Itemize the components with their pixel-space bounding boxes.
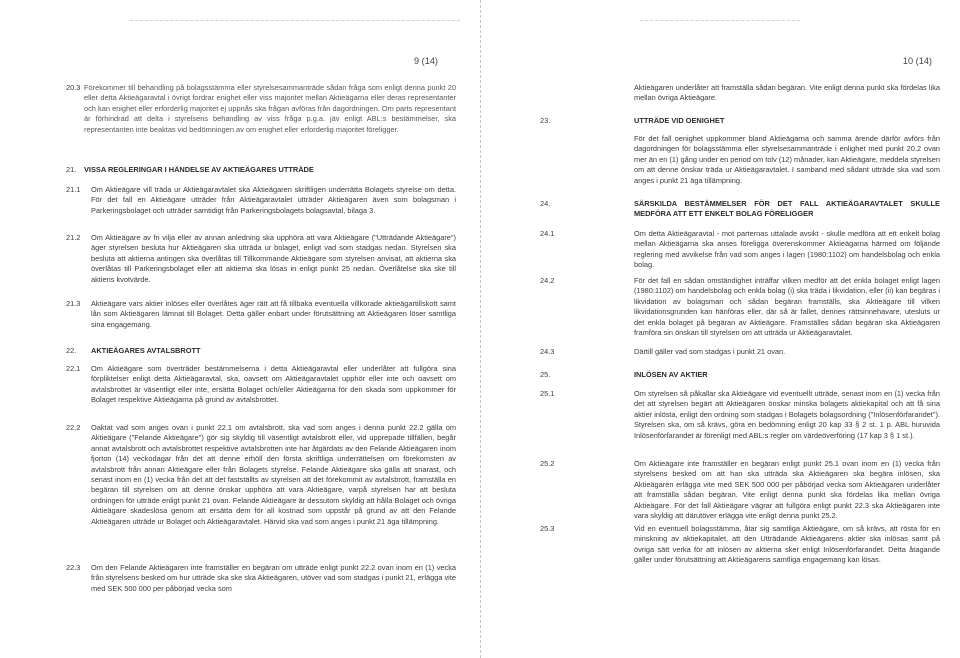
clause-number: 24.2 <box>540 276 555 285</box>
clause-text: Aktieägare vars aktier inlöses eller överlåtes äger rätt att få tillbaka eventuella villkorade aktieägartillskott samt lån som Aktieägaren lämnat till Bolaget. Detta gäller enbart under förutsättning att Aktieägaren löser samtliga sina engagemang. <box>91 299 456 329</box>
clause-number: 22.2 <box>66 423 81 432</box>
clause-text: För det fall oenighet uppkommer bland Aktieägarna och samma ärende därför avförs från dagordningen för bolagsstämma eller styrelsesammanträde i enlighet med punkt 20.2 ovan mer än en (1) gång under en period om tolv (12) månader, kan Aktieägare, meddela styrelsen om att denne önskar träda ur Aktieägaravtalet. I samband med sådant utträde ska vad som anges i punkt 21 äga tillämpning. <box>634 134 940 185</box>
clause-text: Aktieägaren underlåter att framställa sådan begäran. Vite enligt denna punkt ska fördelas lika mellan övriga Aktieägare. <box>634 83 940 103</box>
clause-number: 22. <box>66 346 77 355</box>
clause-number: 22.3 <box>66 563 81 572</box>
clause-number: 20.3 <box>66 83 81 92</box>
clause-number: 25. <box>540 370 551 379</box>
page-number: 10 (14) <box>902 56 932 66</box>
section-heading-text: INLÖSEN AV AKTIER <box>634 370 708 379</box>
clause-number: 22.1 <box>66 364 81 373</box>
right-page <box>484 0 960 658</box>
section-heading-text: SÄRSKILDA BESTÄMMELSER FÖR DET FALL AKTIEÄGARAVTALET SKULLE MEDFÖRA ATT ETT ENKELT BOLAG FÖRELIGGER <box>634 199 940 219</box>
clause-text: Om styrelsen så påkallar ska Aktieägare vid eventuellt utträde, senast inom en (1) vecka från det att styrelsen begärt att Aktieägaren önskar minska bolagets aktiekapital och att få sina aktier inlösta, enligt den ordning som stadgas i Bolagets bolagsordning ("Inlösenförfarandet"). Styrelsen ska, om så krävs, göra en bedömning enligt 20 kap 33 § 2 st. 1 p. ABL huruvida Inlösenförfarandet är förenligt med ABL:s regler om värdeöverföring (17 kap 3 § 1 st.). <box>634 389 940 440</box>
clause-number: 25.2 <box>540 459 555 468</box>
section-heading-text: VISSA REGLERINGAR I HÄNDELSE AV AKTIEÄGARES UTTRÄDE <box>84 165 314 174</box>
clause-text: Förekommer till behandling på bolagsstämma eller styrelsesammanträde sådan fråga som enligt denna punkt 20 eller detta Aktieägaravtal i övrigt fordrar enighet eller viss majoritet mellan Aktieägarna eller deras representanter och kan enighet eller erforderlig majoritet ej uppnås ska frågan avföras från dagordningen. Om parts representant är förhindrad att delta i styrelsens behandling av viss fråga p.g.a. jäv enligt ABL:s bestämmelser, ska representanten inte beaktas vid bedömningen av om enighet eller erforderlig majoritet föreligger. <box>84 83 456 134</box>
clause-text: Om detta Aktieägaravtal - mot parternas uttalade avsikt - skulle medföra att ett enkelt bolag mellan Aktieägarna ska anses föreligga överenskommer Aktieägarna härmed om följande reglering med avvikelse från vad som anges i lagen (1980:1102) om handelsbolag och enkla bolag. <box>634 229 940 270</box>
page-number: 9 (14) <box>413 56 438 66</box>
left-page <box>0 0 478 658</box>
clause-number: 21.1 <box>66 185 81 194</box>
section-heading-text: UTTRÄDE VID OENIGHET <box>634 116 725 125</box>
clause-number: 25.1 <box>540 389 555 398</box>
clause-number: 21.3 <box>66 299 81 308</box>
clause-number: 21. <box>66 165 77 174</box>
clause-text: Vid en eventuell bolagsstämma, åtar sig samtliga Aktieägare, om så krävs, att rösta för en minskning av aktiekapitalet, att den Utträdande Aktieägarens aktier ska inlösas samt på övriga sätt verka för att inlösen av aktierna sker enligt Inlösenförfarandet. Detta åtagande gäller under förutsättning att Aktieägarens samtliga engagemang kan lösas. <box>634 524 940 565</box>
clause-number: 25.3 <box>540 524 555 533</box>
clause-number: 24.3 <box>540 347 555 356</box>
clause-text: För det fall en sådan omständighet inträffar vilken medför att det enkla bolaget enligt lagen (1980:1102) om handelsbolag och enkla bolag (i) ska träda i likvidation, eller (ii) kan begäras i likvidation av bolagsman och sådan begäran framställs, ska Aktieägare till vilken likvidationsgrunden kan hänföras eller, där så är fallet, dennes rättsinnehavare, utesluts ur det enkla bolaget på begäran av Aktieägare. Framställes sådan begäran ska Aktieägaren framföra sin önskan till styrelsen om att utträda ur Aktieägaravtalet. <box>634 276 940 338</box>
clause-text: Om Aktieägare vill träda ur Aktieägaravtalet ska Aktieägaren skriftligen underrätta Bolagets styrelse om detta. För det fall en Aktieägare utträder från Aktieägaravtalet utträder Aktieägaren även som bolagsman i Parkeringsbolaget och utträder samtidigt från Parkeringsbolagets bolagsavtal, bilaga 3. <box>91 185 456 215</box>
clause-text: Därtill gäller vad som stadgas i punkt 21 ovan. <box>634 347 786 356</box>
clause-text: Oaktat vad som anges ovan i punkt 22.1 om avtalsbrott, ska vad som anges i denna punkt 22.2 gälla om Aktieägare ("Felande Aktieägare") gör sig skyldig till väsentligt avtalsbrott eller, vid upprepade tillfällen, begår annat avtalsbrott och avtalsbrottet respektive avtalsbrotten inte har åtgärdats av den Felande Aktieägaren inom fjorton (14) veckodagar från det att denne erhöll den första skriftliga underrättelsen om förekomsten av avtalsbrott från annan Aktieägare eller från Bolagets styrelse. Felande Aktieägare ska gälla att snarast, och senast inom en (1) vecka från det att det fastställts av styrelsen att det förekommit av avtalsbrott, framställa en begäran till styrelsen om att denne önskar upphöra att vara Aktieägare, varpå styrelsen har att besluta ordningen för utträde enligt punkt 21 ovan. Felande Aktieägare är dessutom skyldig att hålla Bolaget och övriga Aktieägare skadeslösa genom att ersätta dem för all kostnad som uppstår på grund av att den Felande Aktieägaren utträde ur Bolaget och Aktieägaravtalet. Härvid ska vad som anges i punkt 21 äga tillämpning. <box>91 423 456 526</box>
clause-text: Om den Felande Aktieägaren inte framställer en begäran om utträde enligt punkt 22.2 ovan inom en (1) vecka från styrelsens besked om hur utträde ska ske ska Aktieägaren, utöver vad som stadgas i punkt 21, erlägga vite med SEK 500 000 per påbörjad vecka som <box>91 563 456 593</box>
clause-number: 21.2 <box>66 233 81 242</box>
clause-text: Om Aktieägare av fri vilja eller av annan anledning ska upphöra att vara Aktieägare ("Utträdande Aktieägare") äger styrelsen besluta hur Aktieägaren ska utträda ur bolaget, enligt vad som stadgas nedan. Styrelsen ska besluta att aktierna antingen ska överlåtas till Tillkommande Aktieägare som styrelsen anvisat, att aktierna ska överlåtas till Parkeringsbolaget eller att aktierna ska lösas in enligt punkt 25 nedan. Överlåtelse ska ske till aktiens kvotvärde. <box>91 233 456 284</box>
clause-text: Om Aktieägare inte framställer en begäran enligt punkt 25.1 ovan inom en (1) vecka från styrelsens besked om att han ska utträda ska Aktieägaren ska begära inlösen, ska Aktieägaren erlägga vite med SEK 500 000 per påbörjad vecka som Aktieägaren underlåter att framställa sådan begäran. Vite enligt denna punkt ska fördelas lika mellan övriga Aktieägare. För det fall Aktieägare vägrar att fullgöra enligt punkt 22.3 ska Aktieägaren inte vara skyldig att därutöver erlägga vite enligt denna punkt 25.2. <box>634 459 940 521</box>
clause-text: Om Aktieägare som överträder bestämmelserna i detta Aktieägaravtal eller underlåter att fullgöra sina förpliktelser enligt detta Aktieägaravtal, ska, oavsett om Aktieägaravtalet upphör eller inte och oavsett om avtalsbrottet är väsentligt eller inte, ersätta Bolaget och/eller Aktieägarna för den skada som uppkommer för Bolaget respektive Aktieägarna på grund av avtalsbrottet. <box>91 364 456 405</box>
clause-number: 24.1 <box>540 229 555 238</box>
clause-number: 24. <box>540 199 551 208</box>
page-divider <box>480 0 481 658</box>
section-heading-text: AKTIEÄGARES AVTALSBROTT <box>91 346 201 355</box>
clause-number: 23. <box>540 116 551 125</box>
